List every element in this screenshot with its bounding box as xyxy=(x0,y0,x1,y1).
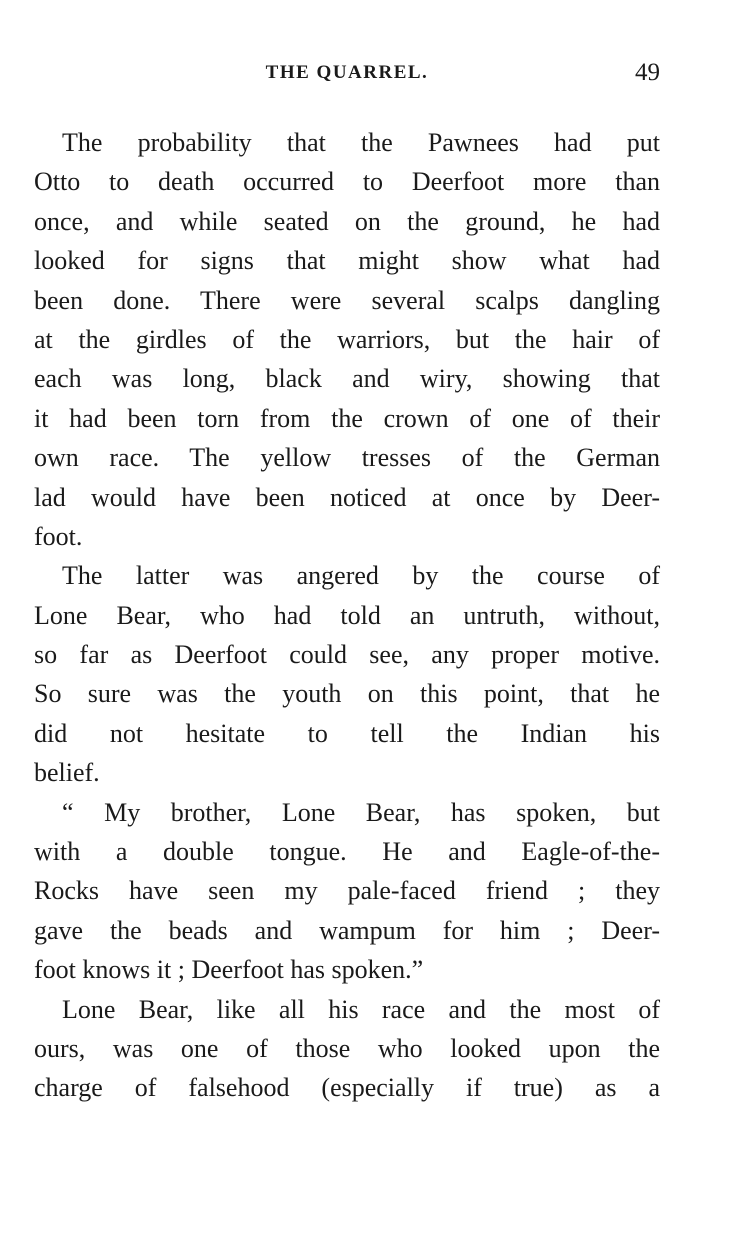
running-head xyxy=(34,59,660,94)
text-line: Lone Bear, like all his race and the most of xyxy=(62,994,660,1024)
text-line: once, and while seated on the ground, he had xyxy=(34,206,660,236)
paragraph-4 xyxy=(34,990,660,1108)
text-line: The latter was angered by the course of xyxy=(62,561,660,591)
text-line: been done. There were several scalps dangling xyxy=(34,285,660,315)
text-line: charge of falsehood (especially if true) as a xyxy=(34,1073,660,1103)
text-line: ours, was one of those who looked upon the xyxy=(34,1033,660,1063)
paragraph-1 xyxy=(34,123,660,556)
text-line: belief. xyxy=(34,758,100,788)
text-line: So sure was the youth on this point, that he xyxy=(34,679,660,709)
text-line: foot knows it ; Deerfoot has spoken.” xyxy=(34,955,424,985)
text-line: looked for signs that might show what had xyxy=(34,246,660,276)
text-line: did not hesitate to tell the Indian his xyxy=(34,718,660,748)
text-line: The probability that the Pawnees had put xyxy=(62,128,660,157)
text-line: Rocks have seen my pale-faced friend ; they xyxy=(34,876,660,906)
running-title: THE QUARREL. xyxy=(265,62,429,83)
paragraph-3 xyxy=(34,793,660,990)
text-line: it had been torn from the crown of one of their xyxy=(34,403,660,433)
text-line: gave the beads and wampum for him ; Deer- xyxy=(34,915,660,945)
text-line: “ My brother, Lone Bear, has spoken, but xyxy=(62,797,660,827)
text-line: Lone Bear, who had told an untruth, without, xyxy=(34,600,660,630)
text-line: at the girdles of the warriors, but the hair of xyxy=(34,324,660,354)
text-line: own race. The yellow tresses of the German xyxy=(34,443,660,473)
text-line: foot. xyxy=(34,521,83,551)
text-line: lad would have been noticed at once by Deer- xyxy=(34,482,660,512)
text-line: Otto to death occurred to Deerfoot more than xyxy=(34,167,660,197)
text-line: each was long, black and wiry, showing that xyxy=(34,364,660,394)
page-number: 49 xyxy=(635,59,660,86)
text-line: with a double tongue. He and Eagle-of-the- xyxy=(34,837,660,867)
paragraph-2 xyxy=(34,556,660,792)
text-body xyxy=(34,123,660,1108)
text-line: so far as Deerfoot could see, any proper motive. xyxy=(34,640,660,670)
